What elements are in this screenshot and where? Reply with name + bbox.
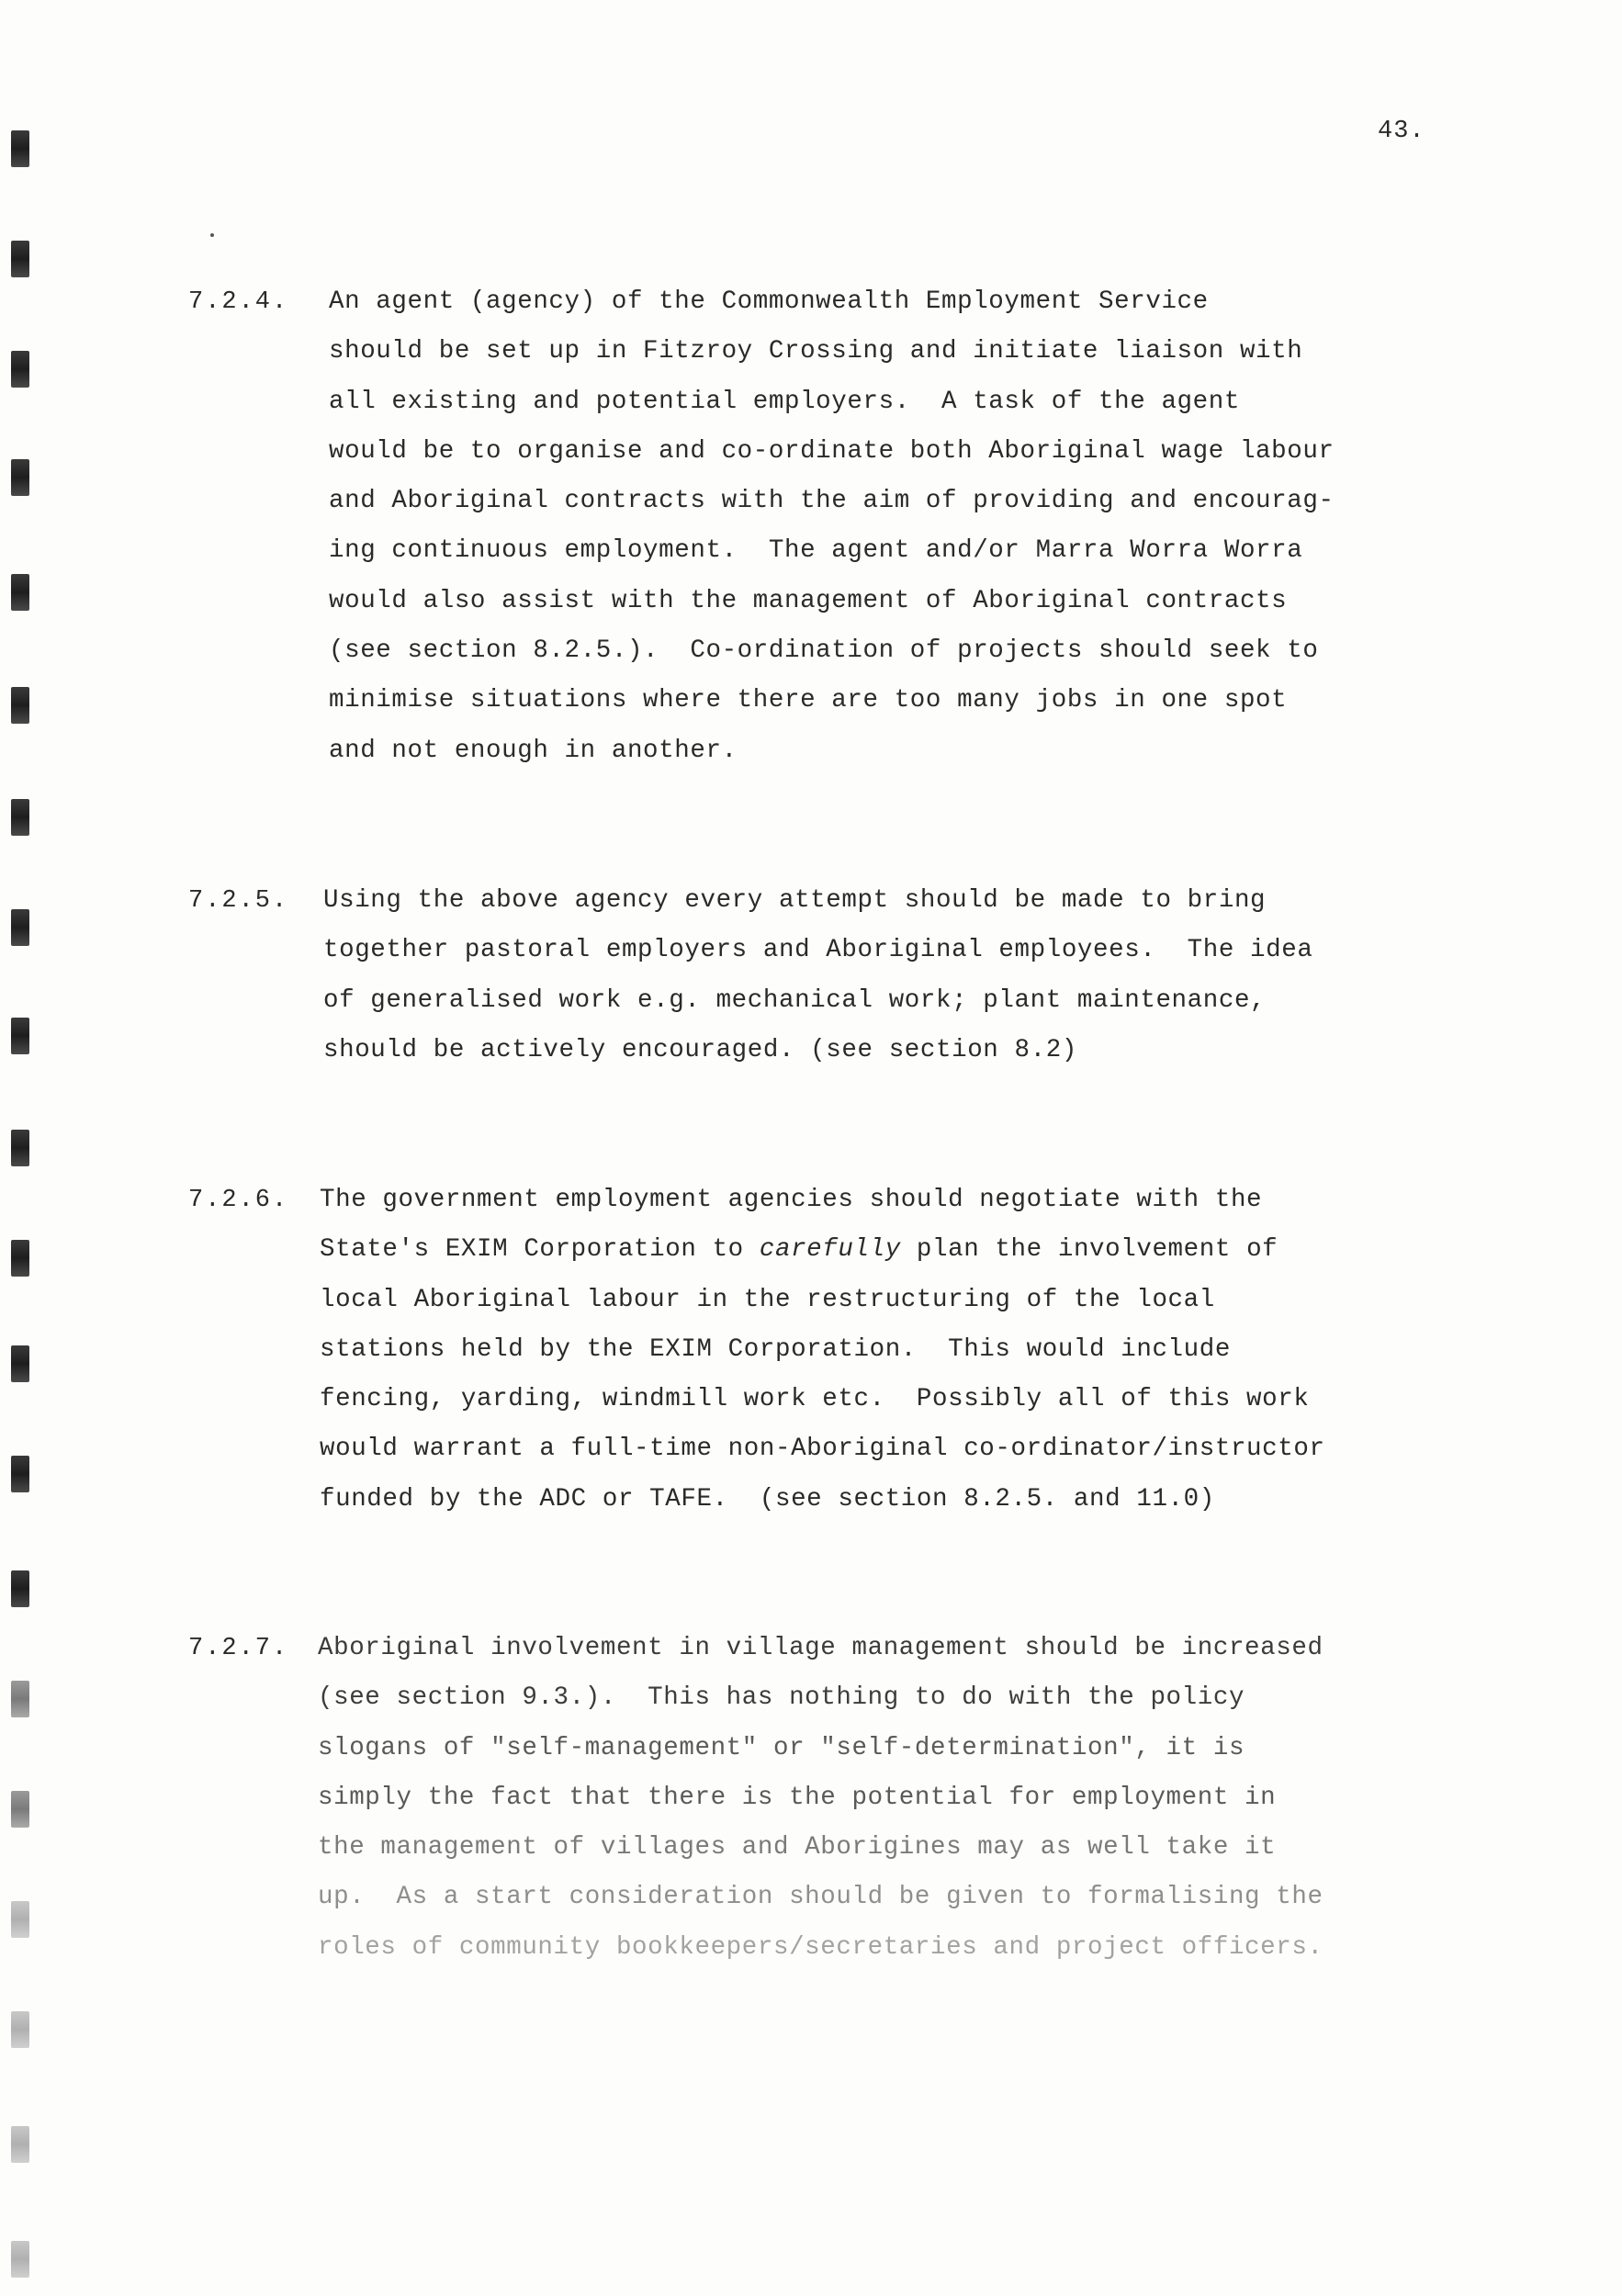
text-line: and not enough in another. — [329, 736, 738, 765]
text-line: local Aboriginal labour in the restructuring of the local — [320, 1285, 1215, 1314]
binder-hole — [11, 909, 29, 946]
binder-hole — [11, 1570, 29, 1607]
text-line: should be set up in Fitzroy Crossing and initiate liaison with — [329, 337, 1303, 366]
binder-hole — [11, 1901, 29, 1938]
section-number: 7.2.5. — [188, 887, 289, 915]
text-line: minimise situations where there are too many jobs in one spot — [329, 686, 1288, 715]
binder-hole — [11, 687, 29, 724]
section-body — [320, 1176, 1403, 1525]
section-body — [329, 277, 1413, 776]
text-line: would warrant a full-time non-Aboriginal co-ordinator/instructor — [320, 1435, 1325, 1464]
text-line: ing continuous employment. The agent and/or Marra Worra Worra — [329, 536, 1303, 566]
text-line: up. As a start consideration should be given to formalising the — [318, 1883, 1324, 1912]
text-line: and Aboriginal contracts with the aim of providing and encourag- — [329, 487, 1335, 516]
text-line: of generalised work e.g. mechanical work; plant maintenance, — [323, 985, 1267, 1015]
binder-edge — [0, 0, 55, 2296]
text-line: funded by the ADC or TAFE. (see section 8.2.5. and 11.0) — [320, 1484, 1215, 1514]
binder-hole — [11, 2011, 29, 2048]
text-line: the management of villages and Aborigines may as well take it — [318, 1833, 1277, 1863]
binder-hole — [11, 1456, 29, 1492]
section-number: 7.2.7. — [188, 1635, 289, 1662]
text-line-end: plan the involvement of — [900, 1235, 1278, 1265]
binder-hole — [11, 351, 29, 388]
binder-hole — [11, 1240, 29, 1277]
binder-hole — [11, 2126, 29, 2163]
text-line: simply the fact that there is the potential for employment in — [318, 1783, 1277, 1812]
binder-hole — [11, 1791, 29, 1828]
text-line: slogans of "self-management" or "self-determination", it is — [318, 1733, 1245, 1762]
stray-mark — [210, 233, 214, 237]
binder-hole — [11, 574, 29, 611]
text-line-start: State's EXIM Corporation to — [320, 1235, 760, 1265]
text-line: would be to organise and co-ordinate both Aboriginal wage labour — [329, 436, 1335, 466]
text-line: would also assist with the management of Aboriginal contracts — [329, 586, 1288, 615]
text-line: Aboriginal involvement in village management should be increased — [318, 1634, 1324, 1662]
text-line: (see section 9.3.). This has nothing to do with the policy — [318, 1683, 1245, 1713]
section-body — [318, 1624, 1402, 1973]
text-line: Using the above agency every attempt should be made to bring — [323, 886, 1267, 915]
binder-hole — [11, 799, 29, 836]
binder-hole — [11, 459, 29, 496]
page-number: 43. — [1378, 118, 1425, 145]
text-line — [320, 1225, 1403, 1275]
binder-hole — [11, 1018, 29, 1054]
binder-hole — [11, 241, 29, 277]
binder-hole — [11, 130, 29, 167]
text-line: (see section 8.2.5.). Co-ordination of projects should seek to — [329, 636, 1319, 666]
text-line: roles of community bookkeepers/secretaries and project officers. — [318, 1932, 1324, 1962]
text-line: should be actively encouraged. (see section 8.2) — [323, 1035, 1077, 1064]
text-line: all existing and potential employers. A task of the agent — [329, 387, 1240, 416]
binder-hole — [11, 1681, 29, 1717]
emphasized-word: carefully — [759, 1235, 901, 1265]
text-line: fencing, yarding, windmill work etc. Possibly all of this work — [320, 1385, 1310, 1414]
text-line: An agent (agency) of the Commonwealth Employment Service — [329, 287, 1209, 316]
text-line: The government employment agencies should negotiate with the — [320, 1186, 1263, 1214]
section-number: 7.2.4. — [188, 288, 289, 316]
section-number: 7.2.6. — [188, 1187, 289, 1214]
text-line: together pastoral employers and Aboriginal employees. The idea — [323, 936, 1313, 965]
binder-hole — [11, 1345, 29, 1382]
binder-hole — [11, 2241, 29, 2278]
section-body — [323, 876, 1407, 1075]
binder-hole — [11, 1130, 29, 1166]
text-line: stations held by the EXIM Corporation. This would include — [320, 1334, 1231, 1364]
